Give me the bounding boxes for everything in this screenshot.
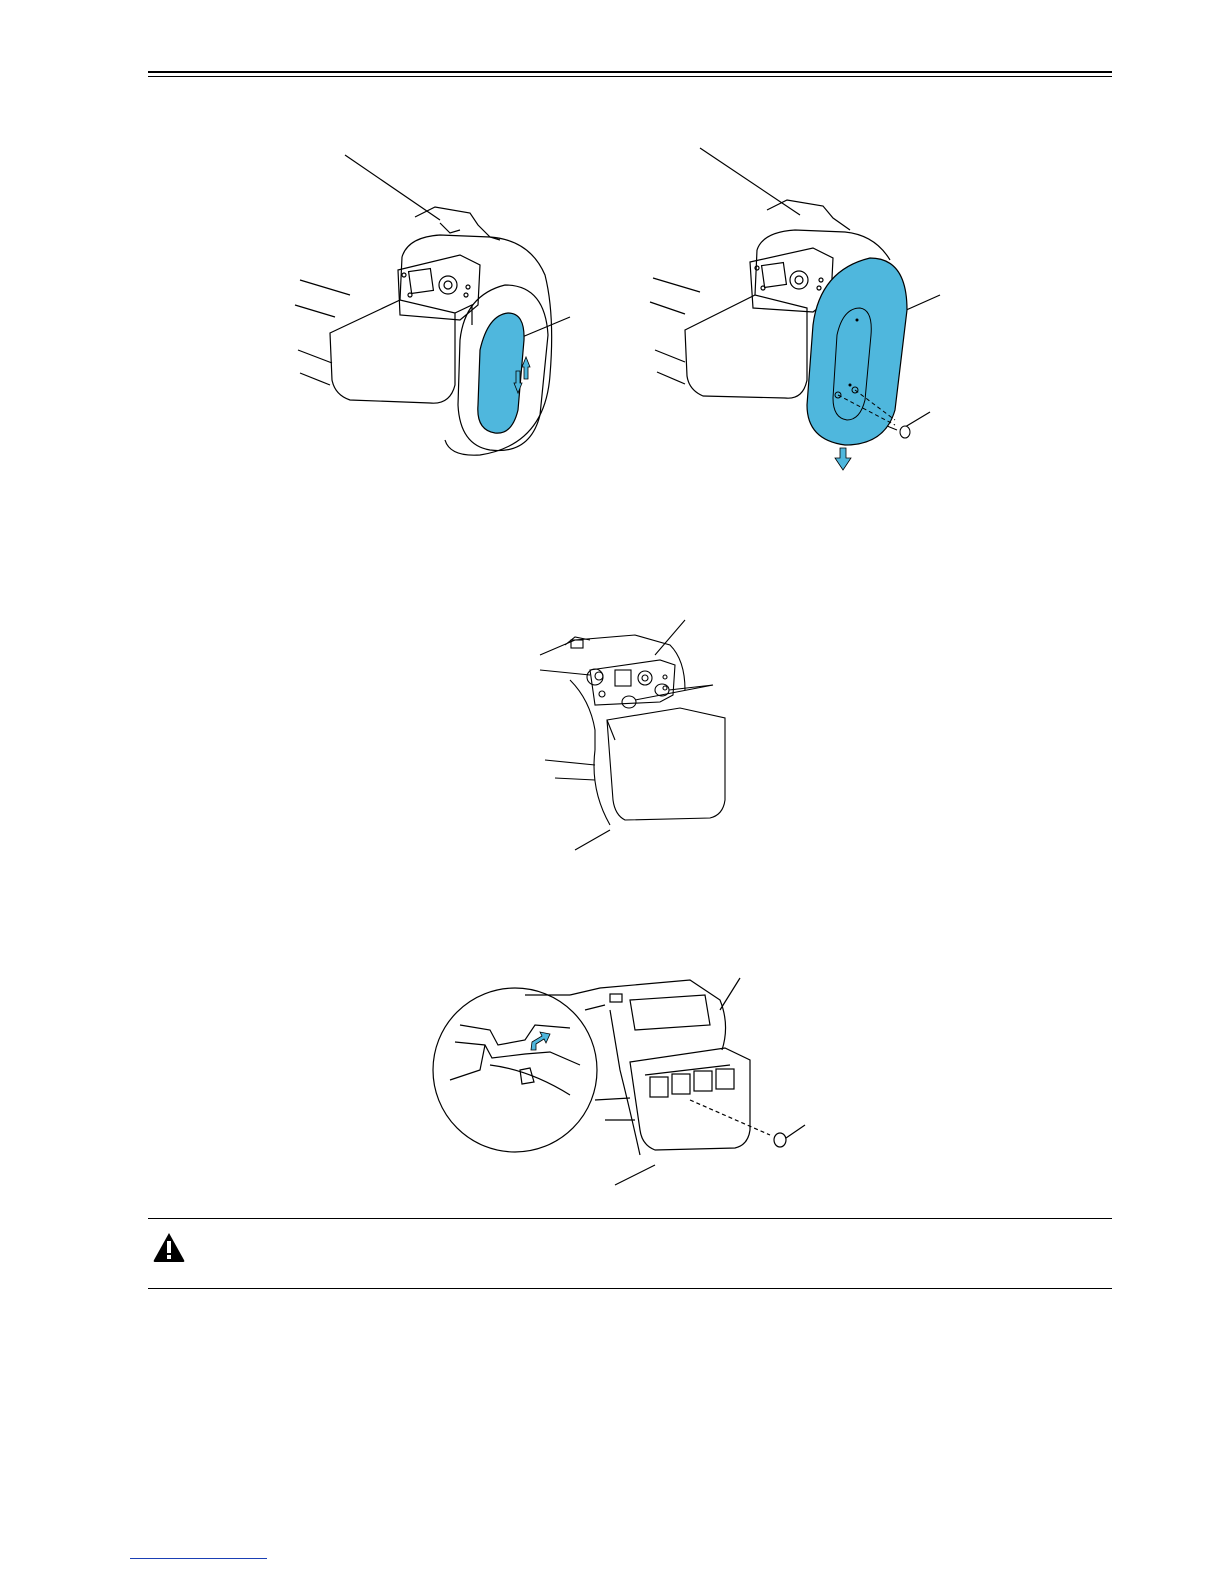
warning-triangle-icon xyxy=(152,1231,186,1263)
figure-right-cover-release xyxy=(290,145,620,475)
footnote-link-rule xyxy=(130,1558,267,1559)
operation-panel-illustration xyxy=(535,610,735,855)
figure-right-cover-removal xyxy=(645,140,955,480)
warning-top-rule xyxy=(148,1218,1112,1219)
warning-bottom-rule xyxy=(148,1288,1112,1289)
figure-right-upper-cover-hook xyxy=(430,970,820,1195)
header-rule-thin xyxy=(148,76,1112,77)
printer-right-side-cover-removed-illustration xyxy=(645,140,955,480)
upper-cover-with-detail-inset-illustration xyxy=(430,970,820,1195)
figure-operation-panel-screws xyxy=(535,610,735,855)
printer-right-side-illustration xyxy=(290,145,620,475)
header-rule xyxy=(148,71,1112,73)
